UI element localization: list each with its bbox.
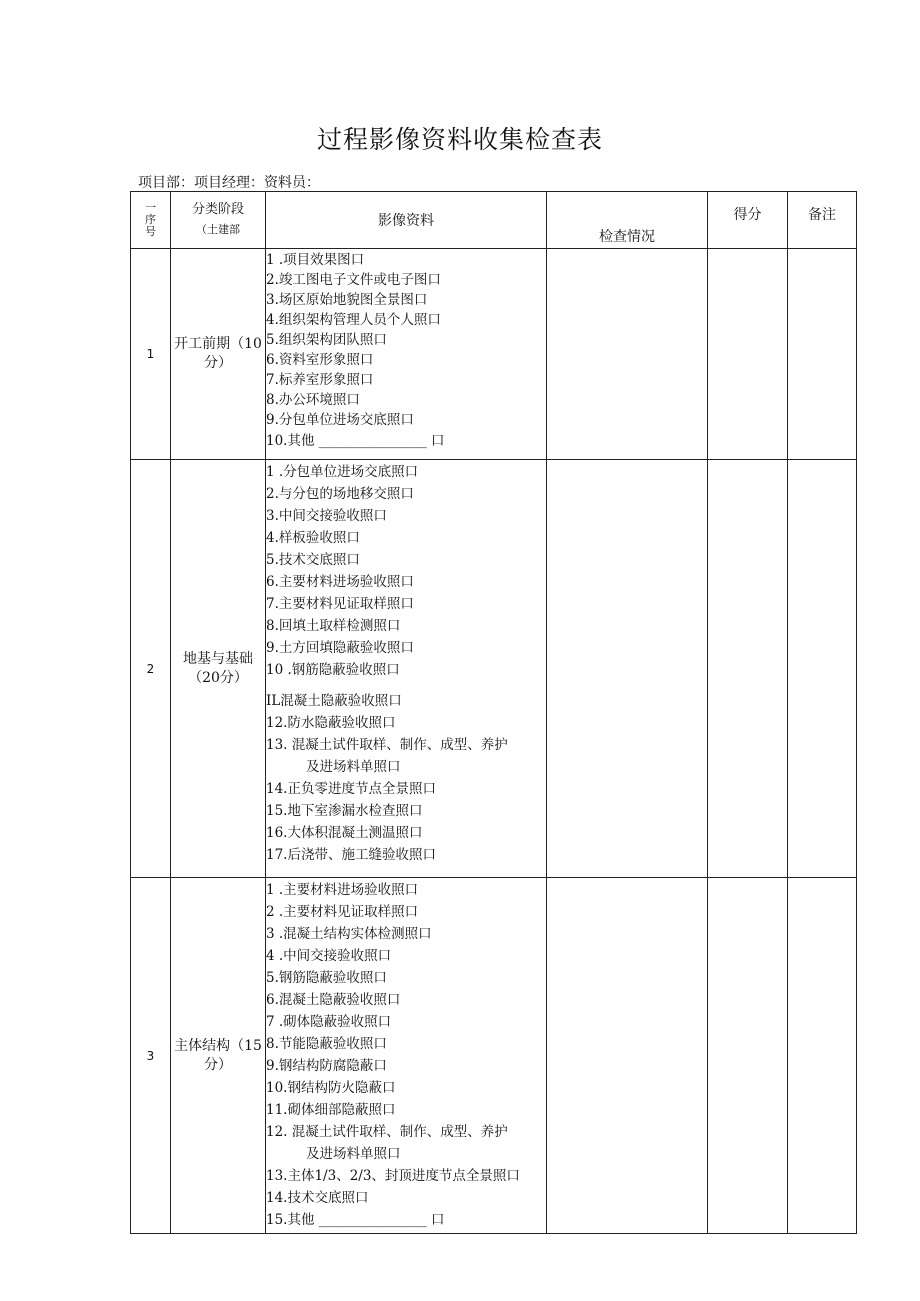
list-item: 2 .主要材料见证取样照口 [266, 904, 419, 920]
header-check: 检查情况 [547, 192, 708, 249]
row-number: 2 [131, 460, 171, 878]
check-cell [547, 878, 708, 1234]
list-item: IL混凝土隐蔽验收照口 [266, 693, 402, 709]
list-item: 4 .中间交接验收照口 [266, 948, 392, 964]
list-item-continuation: 及进场料单照口 [306, 1146, 401, 1162]
list-item: 17.后浇带、施工缝验收照口 [266, 847, 436, 863]
list-item: 13.主体1/3、2/3、封顶进度节点全景照口 [266, 1168, 520, 1184]
list-item: 8.节能隐蔽验收照口 [266, 1036, 387, 1052]
row-number: 3 [131, 878, 171, 1234]
inspection-table [130, 191, 857, 1234]
list-item-continuation: 及进场料单照口 [306, 759, 401, 775]
list-item: 7 .砌体隐蔽验收照口 [266, 1014, 392, 1030]
list-item: 5.钢筋隐蔽验收照口 [266, 970, 387, 986]
score-cell [708, 460, 788, 878]
score-cell [708, 878, 788, 1234]
row-number: 1 [131, 249, 171, 460]
row-category: 地基与基础（20分） [171, 460, 266, 878]
header-images: 影像资料 [266, 192, 547, 249]
header-number-text: 一 序 号 [145, 201, 156, 238]
list-item: 16.大体积混凝土测温照口 [266, 825, 423, 841]
header-score: 得分 [708, 192, 788, 249]
score-cell [708, 249, 788, 460]
list-item: 1 .分包单位进场交底照口 [266, 464, 419, 480]
list-item: 5.技术交底照口 [266, 552, 360, 568]
document-title: 过程影像资料收集检查表 [316, 125, 603, 154]
list-item: 3 .混凝土结构实体检测照口 [266, 926, 432, 942]
table-row [131, 878, 857, 1234]
list-item: 6.主要材料进场验收照口 [266, 574, 414, 590]
remark-cell [788, 249, 857, 460]
list-item: 1 .项目效果图口 [266, 252, 365, 268]
list-item: 4.样板验收照口 [266, 530, 360, 546]
list-item: 9.土方回填隐蔽验收照口 [266, 640, 414, 656]
header-category [171, 192, 266, 249]
list-item: 3.中间交接验收照口 [266, 508, 387, 524]
list-item: 9.分包单位进场交底照口 [266, 412, 414, 428]
row-items [266, 249, 547, 460]
header-number [131, 192, 171, 249]
list-item: 6.资料室形象照口 [266, 352, 374, 368]
list-item: 9.钢结构防腐隐蔽口 [266, 1058, 387, 1074]
list-item: 14.正负零进度节点全景照口 [266, 781, 436, 797]
header-category-sub: （土建部 [196, 223, 240, 236]
header-category-label: 分类阶段 [191, 202, 244, 217]
list-item: 14.技术交底照口 [266, 1190, 369, 1206]
list-item: 12. 混凝土试件取样、制作、成型、养护 [266, 1124, 508, 1140]
list-item: 10.其他 ________________ 口 [266, 433, 445, 449]
table-row [131, 460, 857, 878]
list-item: 7.标养室形象照口 [266, 372, 374, 388]
header-row [131, 192, 857, 249]
list-item: 12.防水隐蔽验收照口 [266, 715, 396, 731]
list-item: 8.办公环境照口 [266, 392, 360, 408]
list-item: 13. 混凝土试件取样、制作、成型、养护 [266, 737, 508, 753]
remark-cell [788, 878, 857, 1234]
table-row [131, 249, 857, 460]
list-item: 10 .钢筋隐蔽验收照口 [266, 662, 400, 678]
list-item: 15.地下室渗漏水检查照口 [266, 803, 423, 819]
list-item: 2.竣工图电子文件或电子图口 [266, 272, 441, 288]
list-item: 15.其他 ________________ 口 [266, 1212, 445, 1228]
list-item: 6.混凝土隐蔽验收照口 [266, 992, 401, 1008]
list-item: 7.主要材料见证取样照口 [266, 596, 414, 612]
row-items [266, 460, 547, 878]
list-item: 3.场区原始地貌图全景图口 [266, 292, 428, 308]
row-category: 开工前期（10分） [171, 249, 266, 460]
list-item: 8.回填土取样检测照口 [266, 618, 401, 634]
remark-cell [788, 460, 857, 878]
list-item: 10.钢结构防火隐蔽口 [266, 1080, 396, 1096]
row-category: 主体结构（15分） [171, 878, 266, 1234]
list-item: 1 .主要材料进场验收照口 [266, 882, 419, 898]
list-item: 4.组织架构管理人员个人照口 [266, 312, 441, 328]
check-cell [547, 249, 708, 460]
project-meta-line: 项目部：项目经理：资料员： [138, 175, 320, 191]
check-cell [547, 460, 708, 878]
list-item: 5.组织架构团队照口 [266, 332, 387, 348]
row-items [266, 878, 547, 1234]
header-remark: 备注 [788, 192, 857, 249]
list-item: 11.砌体细部隐蔽照口 [266, 1102, 396, 1118]
list-item: 2.与分包的场地移交照口 [266, 486, 414, 502]
